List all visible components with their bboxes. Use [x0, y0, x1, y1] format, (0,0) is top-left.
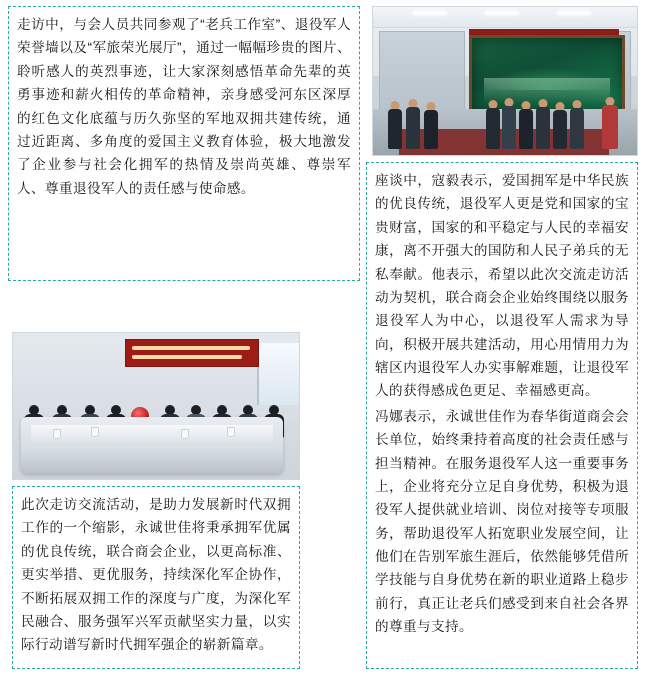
meeting-banner [125, 339, 259, 367]
visitor-body [486, 108, 500, 149]
visitor-body [406, 107, 420, 149]
conference-table [21, 417, 283, 473]
visitor-body [502, 106, 516, 149]
speech-paragraph-text: 冯娜表示，永诚世佳作为春华街道商会会长单位，始终秉持着高度的社会责任感与担当精神。在服务退役军人这一重要事务上，企业将充分立足自身优势，积极为退役军人提供就业培训、岗位对接等专项服务，帮助退役军人拓宽职业发展空间，让他们在告别军旅生涯后，依然能够凭借所学技能与自身优势在新的职业道路上稳步前行，真正让老兵们感受到来自社会各界的尊重与支持。 [375, 408, 629, 635]
banner-text-line [132, 355, 242, 359]
visitor-body [388, 109, 402, 149]
visitor-body [424, 110, 438, 149]
closing-paragraph-box [12, 486, 300, 669]
visitor-figure [485, 100, 501, 149]
water-cup-icon [181, 429, 189, 439]
mural-landscape [481, 68, 613, 90]
guide-body [602, 105, 618, 149]
ceiling-light-icon [485, 11, 519, 15]
exhibition-hall-photo [372, 6, 638, 156]
visitor-figure [501, 98, 517, 149]
visitor-figure [405, 99, 421, 149]
visit-paragraph-text: 走访中，与会人员共同参观了“老兵工作室”、退役军人荣誉墙以及“军旅荣光展厅”，通过一幅幅珍贵的图片、聆听感人的英烈事迹，让大家深刻感悟革命先辈的英勇事迹和薪火相传的革命精神，亲身感受河东区深厚的红色文化底蕴与历久弥坚的军地双拥共建传统，通过近距离、多角度的爱国主义教育体验，极大地激发了企业参与社会化拥军的热情及崇尚英雄、尊崇军人、尊重退役军人的责任感与使命感。 [17, 17, 351, 196]
speech-paragraph-box [366, 162, 638, 669]
visitor-figure [423, 102, 439, 149]
visitor-figure [518, 101, 534, 149]
exhibition-hall-photo-scene [373, 7, 637, 155]
visitor-figure [569, 100, 585, 149]
visitor-figure [535, 99, 551, 149]
visitor-body [519, 109, 533, 149]
roundtable-meeting-photo [12, 332, 300, 480]
ceiling-light-icon [557, 11, 591, 15]
closing-paragraph-text: 此次走访交流活动，是助力发展新时代双拥工作的一个缩影，永诚世佳将秉承拥军优属的优良传统，联合商会企业，以更高标准、更实举措、更优服务，持续深化军企协作，不断拓展双拥工作的深度与广度，为深化军民融合、服务强军兴军贡献坚实力量，以实际行动谱写新时代拥军强企的崭新篇章。 [21, 497, 291, 653]
visitor-figure [387, 101, 403, 149]
water-cup-icon [91, 427, 99, 437]
visit-paragraph-box [8, 6, 360, 281]
water-cup-icon [227, 427, 235, 437]
speech-paragraph-text: 座谈中，寇毅表示，爱国拥军是中华民族的优良传统，退役军人更是党和国家的宝贵财富，国家的和平稳定与人民的幸福安康，离不开强大的国防和人民子弟兵的无私奉献。他表示，希望以此次交流走访活动为契机，联合商会企业始终围绕以服务退役军人为中心，以退役军人需求为导向，积极开展共建活动，用心用情用力为辖区内退役军人办实事解难题，让退役军人的获得感成色更足、幸福感更高。 [375, 173, 629, 399]
visitor-body [536, 107, 550, 149]
meeting-room-window [257, 343, 299, 405]
visitor-figure [552, 102, 568, 149]
water-cup-icon [53, 429, 61, 439]
visitor-body [570, 108, 584, 149]
ceiling-light-icon [413, 11, 447, 15]
banner-text-line [132, 346, 250, 350]
roundtable-meeting-scene [13, 333, 299, 479]
visitor-body [553, 110, 567, 149]
guide-figure [601, 97, 619, 149]
